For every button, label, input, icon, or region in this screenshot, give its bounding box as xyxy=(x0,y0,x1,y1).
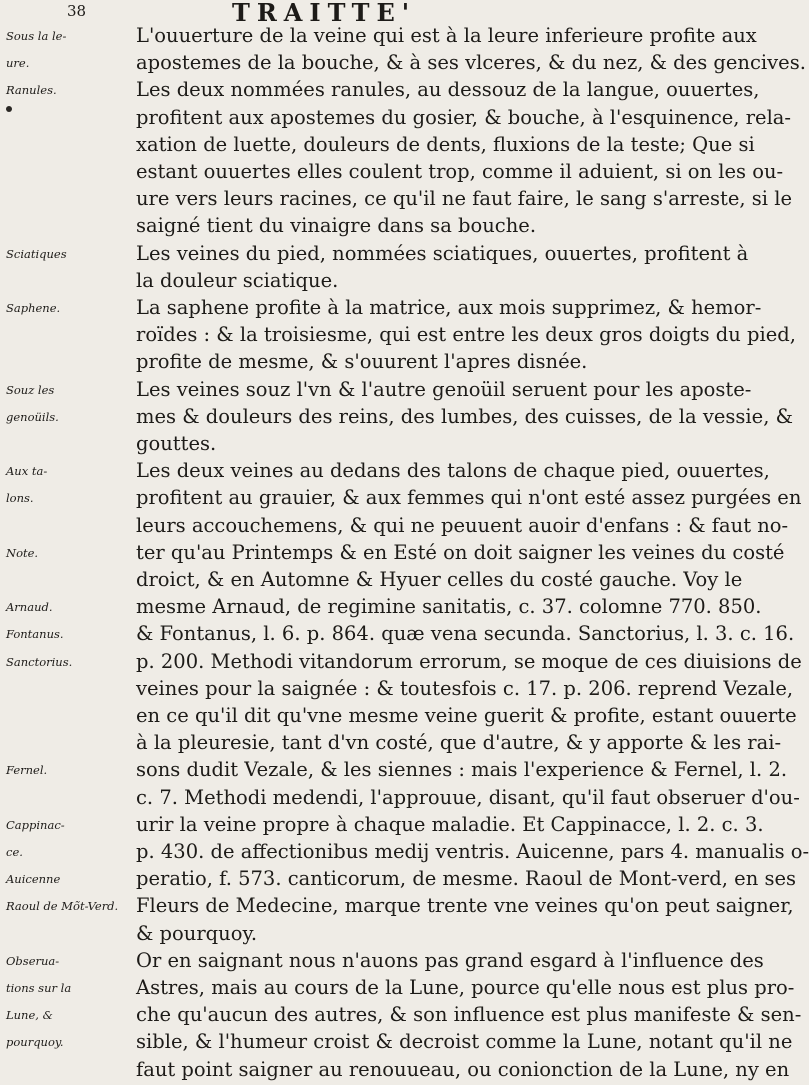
text-line xyxy=(0,1056,800,1084)
line-text: urir la veine propre à chaque maladie. Et Cappinacce, l. 2. c. 3. xyxy=(136,812,764,836)
text-line xyxy=(0,620,800,648)
text-line xyxy=(0,1028,800,1056)
line-text: ter qu'au Printemps & en Esté on doit saigner les veines du costé xyxy=(136,540,785,564)
text-line xyxy=(0,484,800,512)
text-line xyxy=(0,512,800,540)
marginal-note: Cappinac- xyxy=(6,817,65,832)
text-line xyxy=(0,267,800,295)
marginal-note: tions sur la xyxy=(6,981,72,995)
text-line xyxy=(0,1001,800,1029)
line-text: saigné tient du vinaigre dans sa bouche. xyxy=(136,214,537,238)
marginal-note: Fontanus. xyxy=(6,627,64,642)
text-line xyxy=(0,22,800,50)
text-line xyxy=(0,185,800,213)
marginal-note: Aux ta- xyxy=(6,464,48,479)
line-text: & Fontanus, l. 6. p. 864. quæ vena secunda. Sanctorius, l. 3. c. 16. xyxy=(136,622,795,646)
marginal-note: Lune, & xyxy=(6,1008,53,1023)
marginal-note: ure. xyxy=(6,56,30,71)
line-text: Les deux veines au dedans des talons de chaque pied, ouuertes, xyxy=(136,459,770,483)
line-text: p. 430. de affectionibus medij ventris. Auicenne, pars 4. manualis o- xyxy=(136,840,809,863)
line-text: Astres, mais au cours de la Lune, pource qu'elle nous est plus pro- xyxy=(136,976,795,999)
text-line xyxy=(0,675,800,703)
text-line xyxy=(0,974,800,1002)
line-text: sons dudit Vezale, & les siennes : mais l'experience & Fernel, l. 2. xyxy=(136,758,788,782)
text-line xyxy=(0,920,800,948)
line-text: Fleurs de Medecine, marque trente vne veines qu'on peut saigner, xyxy=(136,894,794,918)
line-text: xation de luette, douleurs de dents, fluxions de la teste; Que si xyxy=(136,132,755,156)
line-text: profite de mesme, & s'ouurent l'apres disnée. xyxy=(136,350,588,374)
line-text: ure vers leurs racines, ce qu'il ne faut faire, le sang s'arreste, si le xyxy=(136,187,793,211)
marginal-note: Ranules. xyxy=(6,83,57,98)
marginal-note: Raoul de Mõt-Verd. xyxy=(6,899,119,914)
line-text: Les deux nommées ranules, au dessouz de la langue, ouuertes, xyxy=(136,78,760,102)
line-text: La saphene profite à la matrice, aux mois supprimez, & hemor- xyxy=(136,296,762,319)
marginal-note: lons. xyxy=(6,491,34,506)
line-text: estant ouuertes elles coulent trop, comme il aduient, si on les ou- xyxy=(136,160,784,183)
text-line xyxy=(0,811,800,839)
marginal-note: Sanctorius. xyxy=(6,654,73,669)
line-text: Les veines souz l'vn & l'autre genoüil seruent pour les aposte- xyxy=(136,377,752,401)
marginal-note: ce. xyxy=(6,845,23,859)
line-text: p. 200. Methodi vitandorum errorum, se moque de ces diuisions de xyxy=(136,649,802,673)
text-line xyxy=(0,240,800,268)
marginal-note: Fernel. xyxy=(6,763,48,778)
page-number: 38 xyxy=(67,2,87,20)
marginal-note: Sous la le- xyxy=(6,29,67,43)
line-text: apostemes de la bouche, & à ses vlceres, & du nez, & des gencives. xyxy=(136,51,806,75)
text-line xyxy=(0,104,800,132)
text-line xyxy=(0,131,800,159)
text-line xyxy=(0,403,800,431)
line-text: peratio, f. 573. canticorum, de mesme. Raoul de Mont-verd, en ses xyxy=(136,867,797,891)
line-text: che qu'aucun des autres, & son influence est plus manifeste & sen- xyxy=(136,1003,802,1027)
line-text: mesme Arnaud, de regimine sanitatis, c. 37. colomne 770. 850. xyxy=(136,595,762,619)
text-line xyxy=(0,430,800,458)
text-line xyxy=(0,784,800,812)
line-text: Or en saignant nous n'auons pas grand esgard à l'influence des xyxy=(136,948,764,972)
marginal-note: pourquoy. xyxy=(6,1035,64,1050)
marginal-note: Arnaud. xyxy=(6,600,53,615)
running-title: TRAITTE' xyxy=(232,0,417,27)
line-text: leurs accouchemens, & qui ne peuuent auoir d'enfans : & faut no- xyxy=(136,513,789,537)
text-line xyxy=(0,158,800,186)
line-text: roïdes : & la troisiesme, qui est entre les deux gros doigts du pied, xyxy=(136,323,796,347)
marginal-note: Auicenne xyxy=(6,872,61,887)
marginal-note: Sciatiques xyxy=(6,246,67,261)
line-text: faut point saigner au renouueau, ou conionction de la Lune, ny en xyxy=(136,1057,790,1081)
line-text: en ce qu'il dit qu'vne mesme veine guerit & profite, estant ouuerte xyxy=(136,704,797,727)
text-line xyxy=(0,838,809,866)
line-text: Les veines du pied, nommées sciatiques, ouuertes, profitent à xyxy=(136,241,749,265)
text-line xyxy=(0,376,800,404)
text-line xyxy=(0,76,800,104)
marginal-note: Obserua- xyxy=(6,953,60,968)
line-text: profitent aux apostemes du gosier, & bouche, à l'esquinence, rela- xyxy=(136,105,792,129)
text-line xyxy=(0,947,800,975)
text-line xyxy=(0,294,800,322)
line-text: sible, & l'humeur croist & decroist comme la Lune, notant qu'il ne xyxy=(136,1030,793,1054)
text-line xyxy=(0,648,800,676)
text-line xyxy=(0,457,800,485)
text-line xyxy=(0,321,800,349)
text-line xyxy=(0,892,800,920)
line-text: droict, & en Automne & Hyuer celles du costé gauche. Voy le xyxy=(136,568,743,591)
line-text: à la pleuresie, tant d'vn costé, que d'autre, & y apporte & les rai- xyxy=(136,731,782,755)
text-line xyxy=(0,49,806,77)
text-line xyxy=(0,539,800,567)
text-line xyxy=(0,566,800,594)
text-line xyxy=(0,702,800,730)
text-line xyxy=(0,348,800,376)
text-line xyxy=(0,729,800,757)
text-line xyxy=(0,756,800,784)
marginal-note: genoüils. xyxy=(6,409,59,424)
line-text: mes & douleurs des reins, des lumbes, des cuisses, de la vessie, & xyxy=(136,404,793,428)
text-line xyxy=(0,865,800,893)
text-line xyxy=(0,212,800,240)
marginal-note: Saphene. xyxy=(6,301,61,315)
text-line xyxy=(0,593,800,621)
line-text: profitent au grauier, & aux femmes qui n'ont esté assez purgées en xyxy=(136,486,802,510)
line-text: veines pour la saignée : & toutesfois c. 17. p. 206. reprend Vezale, xyxy=(136,676,794,700)
line-text: & pourquoy. xyxy=(136,921,258,945)
line-text: gouttes. xyxy=(136,432,217,455)
line-text: c. 7. Methodi medendi, l'approuue, disant, qu'il faut obseruer d'ou- xyxy=(136,785,800,809)
line-text: L'ouuerture de la veine qui est à la leure inferieure profite aux xyxy=(136,24,757,47)
marginal-note: Note. xyxy=(6,545,39,560)
line-text: la douleur sciatique. xyxy=(136,268,339,292)
marginal-note: Souz les xyxy=(6,382,55,397)
